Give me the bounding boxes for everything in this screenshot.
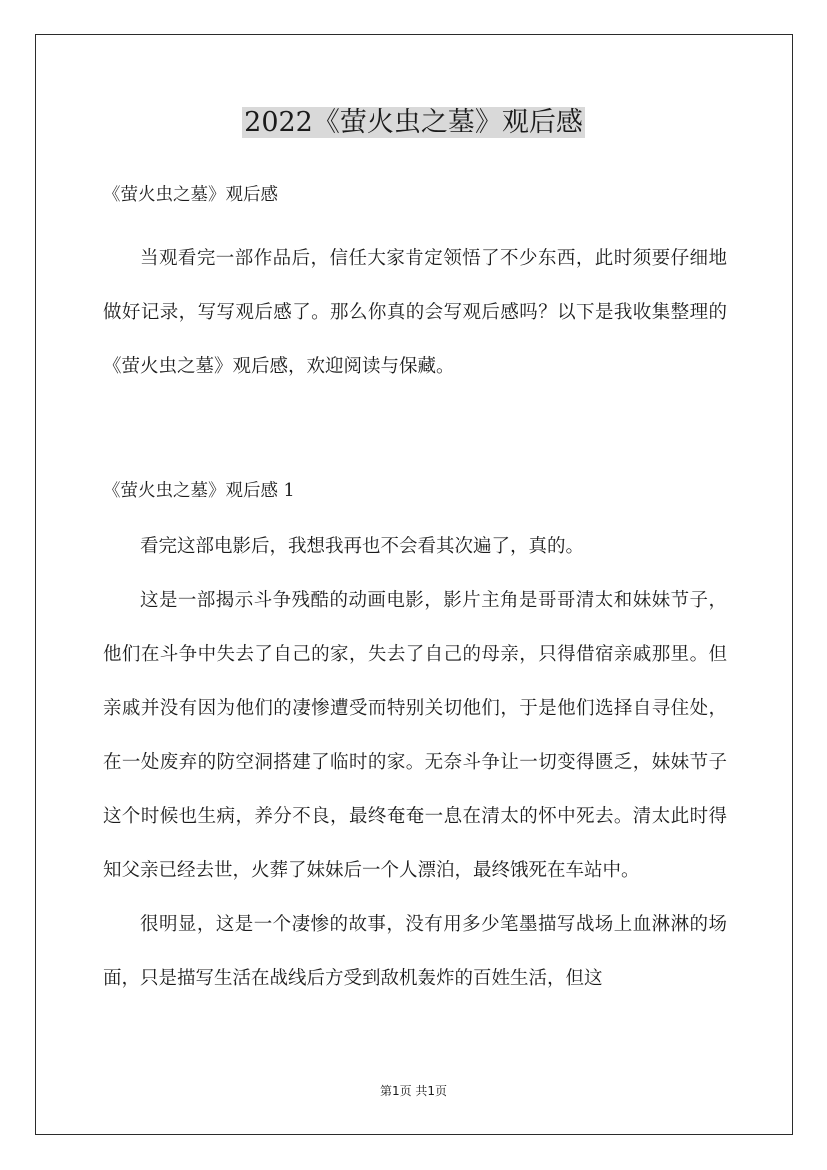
paragraph-1: 看完这部电影后，我想我再也不会看其次遍了，真的。: [140, 536, 585, 557]
document-title-text: 2022《萤火虫之墓》观后感: [244, 107, 583, 138]
intro-heading: 《萤火虫之墓》观后感: [103, 185, 278, 205]
paragraph-3: 很明显，这是一个凄惨的故事，没有用多少笔墨描写战场上血淋淋的场面，只是描写生活在战线后方受到敌机轰炸的百姓生活，但这: [103, 914, 727, 989]
document-body: [103, 178, 727, 1006]
document-title: [0, 104, 827, 142]
page-footer: 第1页 共1页: [379, 1084, 448, 1098]
intro-paragraph: 当观看完一部作品后，信任大家肯定领悟了不少东西，此时须要仔细地做好记录，写写观后感了。那么你真的会写观后感吗？以下是我收集整理的《萤火虫之墓》观后感，欢迎阅读与保藏。: [103, 248, 727, 377]
section-heading: 《萤火虫之墓》观后感 1: [103, 481, 295, 501]
paragraph-2: 这是一部揭示斗争残酷的动画电影，影片主角是哥哥清太和妹妹节子，他们在斗争中失去了自己的家，失去了自己的母亲，只得借宿亲戚那里。但亲戚并没有因为他们的凄惨遭受而特别关切他们，于是他们选择自寻住处，在一处废弃的防空洞搭建了临时的家。无奈斗争让一切变得匮乏，妹妹节子这个时候也生病，养分不良，最终奄奄一息在清太的怀中死去。清太此时得知父亲已经去世，火葬了妹妹后一个人漂泊，最终饿死在车站中。: [103, 590, 727, 881]
